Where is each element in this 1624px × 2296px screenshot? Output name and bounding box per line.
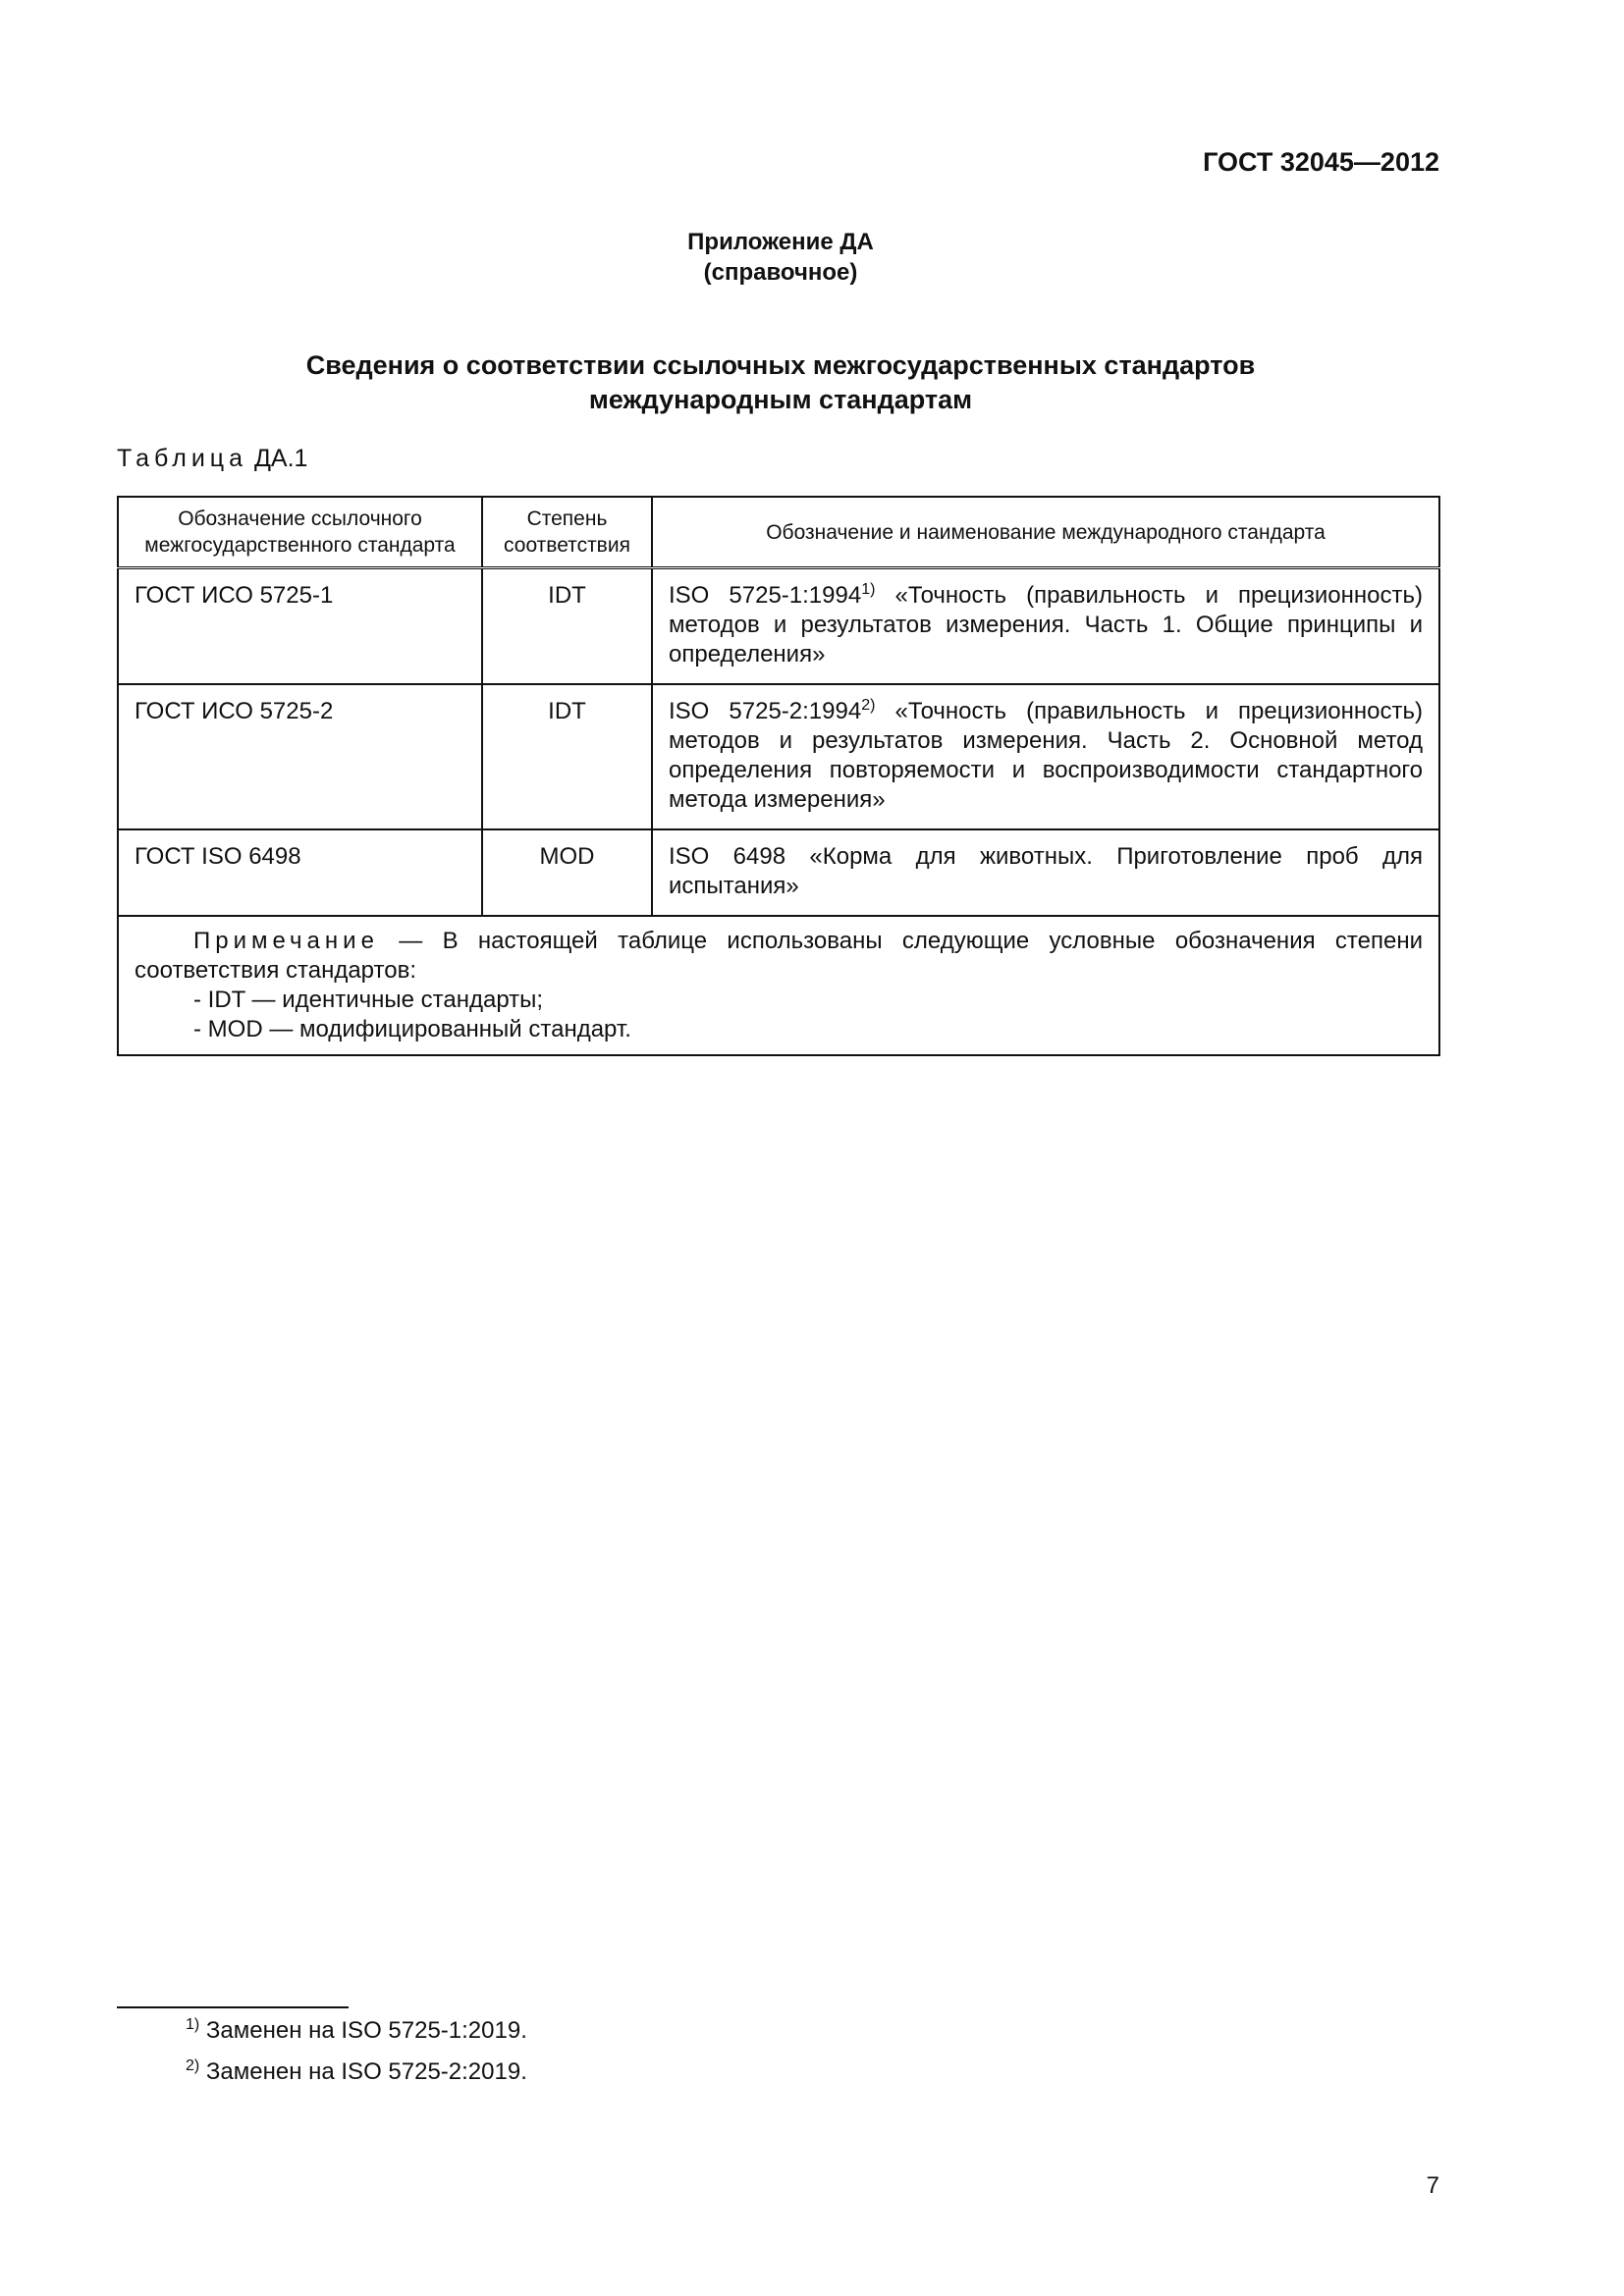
footnote-text: Заменен на ISO 5725-1:2019. (199, 2017, 527, 2044)
intl-code: ISO 6498 (669, 843, 786, 870)
footnote-mark: 1) (186, 2016, 200, 2033)
footnote-ref[interactable]: 1) (861, 581, 876, 598)
table-caption (117, 445, 307, 473)
cell-international-standard (652, 684, 1439, 829)
cell-degree: IDT (482, 684, 652, 829)
appendix-type: (справочное) (703, 259, 858, 286)
footnote-ref[interactable]: 2) (861, 697, 876, 714)
table-note (118, 916, 1439, 1055)
cell-designation: ГОСТ ИСО 5725-2 (118, 684, 482, 829)
cell-designation: ГОСТ ИСО 5725-1 (118, 568, 482, 685)
table-row (118, 829, 1439, 916)
footnote-separator (117, 2006, 349, 2008)
note-lead: Примечание (193, 928, 379, 954)
footnote-1 (186, 2017, 527, 2045)
header-designation: Обозначение ссылочного межгосударственного стандарта (118, 497, 482, 568)
intl-title: «Точность (правильность и прецизионность) методов и результатов измерения. Часть 1. Общие принципы и определения» (669, 582, 1423, 667)
cell-designation: ГОСТ ISO 6498 (118, 829, 482, 916)
table-caption-number: ДА.1 (253, 445, 308, 472)
document-code: ГОСТ 32045—2012 (1203, 147, 1439, 177)
header-international-standard: Обозначение и наименование международного стандарта (652, 497, 1439, 568)
intl-title: «Точность (правильность и прецизионность) методов и результатов измерения. Часть 2. Основной метод определения повторяемости и воспроизводимости стандартного метода измерения» (669, 698, 1423, 813)
note-item: - MOD — модифицированный стандарт. (193, 1016, 631, 1042)
section-title (0, 348, 1561, 417)
section-title-line-2: международным стандартам (588, 385, 973, 414)
table-row (118, 684, 1439, 829)
cell-international-standard (652, 829, 1439, 916)
table-header-row (118, 497, 1439, 568)
footnote-2 (186, 2058, 527, 2086)
appendix-heading (0, 227, 1561, 288)
intl-code: ISO 5725-2:1994 (669, 698, 862, 724)
note-item: - IDT — идентичные стандарты; (193, 987, 544, 1013)
page-number: 7 (1426, 2172, 1439, 2199)
cell-international-standard (652, 568, 1439, 685)
cell-degree: MOD (482, 829, 652, 916)
note-body: — В настоящей таблице использованы следующие условные обозначения степени соответствия стандартов: (135, 928, 1423, 984)
correspondence-table (117, 496, 1440, 1056)
intl-title: «Корма для животных. Приготовление проб для испытания» (669, 843, 1423, 899)
header-degree: Степень соответствия (482, 497, 652, 568)
footnote-mark: 2) (186, 2057, 200, 2074)
table-note-row (118, 916, 1439, 1055)
cell-degree: IDT (482, 568, 652, 685)
appendix-label: Приложение ДА (687, 229, 874, 255)
table-caption-word: Таблица (117, 445, 248, 472)
footnote-text: Заменен на ISO 5725-2:2019. (199, 2058, 527, 2085)
table-row (118, 568, 1439, 685)
note-text (135, 927, 1423, 986)
intl-code: ISO 5725-1:1994 (669, 582, 862, 609)
section-title-line-1: Сведения о соответствии ссылочных межгосударственных стандартов (305, 350, 1256, 380)
